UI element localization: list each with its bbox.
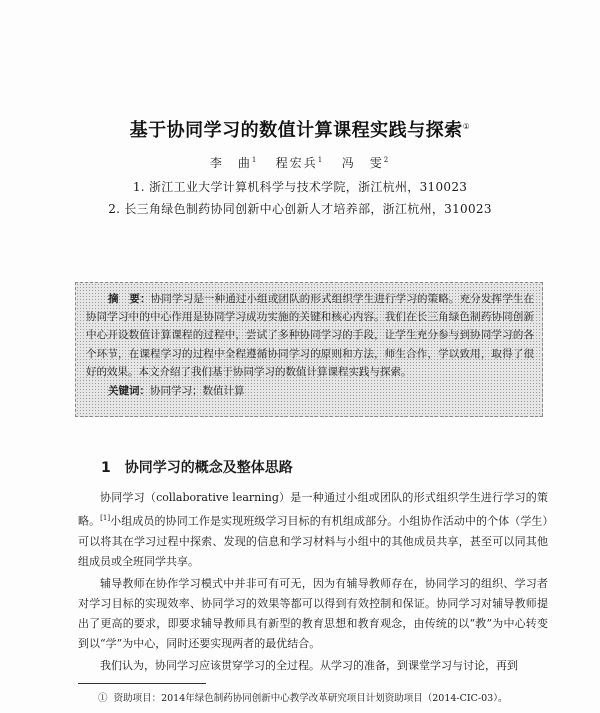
paper-title (0, 116, 600, 142)
paragraph: 我们认为，协同学习应该贯穿学习的全过程。从学习的准备，到课堂学习与讨论，再到 (100, 658, 518, 672)
author-affiliation-mark: 1 (251, 156, 259, 164)
author-name: 冯 雯 (341, 156, 384, 170)
abstract-label: 摘 要： (108, 293, 151, 305)
author-affiliation-mark: 1 (317, 156, 325, 164)
affiliation-1: 1. 浙江工业大学计算机科学与技术学院，浙江杭州，310023 (132, 180, 468, 194)
section-title: 协同学习的概念及整体思路 (124, 460, 293, 476)
author-name: 李 曲 (209, 156, 252, 170)
citation: [1] (100, 514, 111, 522)
section-heading (101, 457, 293, 477)
keywords-label: 关键词： (108, 385, 150, 398)
affiliation-2: 2. 长三角绿色制药协同创新中心创新人才培养部，浙江杭州，310023 (108, 202, 492, 216)
abstract-box (75, 282, 543, 417)
title-text: 基于协同学习的数值计算课程实践与探索 (129, 120, 463, 141)
paragraph: 辅导教师在协作学习模式中并非可有可无，因为有辅导教师存在，协同学习的组织、学习者对学习目标的实现效率、协同学习的效果等都可以得到有效控制和保证。协同学习对辅导教师提出了更高的要求，即要求辅导教师具有新型的教育思想和教育观念，由传统的以“教”为中心转变到以“学”为中心，同时还要实现两者的最优结合。 (78, 576, 548, 650)
author-name: 程宏兵 (275, 156, 318, 170)
title-footnote-mark: ① (462, 122, 471, 131)
section-number: 1 (101, 460, 111, 476)
footnote (98, 690, 507, 704)
paragraph-text: 小组成员的协同工作是实现班级学习目标的有机组成部分。小组协作活动中的个体（学生）可以将其在学习过程中探索、发现的信息和学习材料与小组中的其他成员共享，甚至可以同其他组成员或全班同学共享。 (78, 514, 548, 568)
keywords (108, 382, 534, 400)
abstract (86, 290, 534, 381)
keywords-text: 协同学习；数值计算 (150, 385, 245, 398)
paragraph-text: 协同学习（collaborative learning）是一种通过小组或团队的形式组织学生进行学习的策略。 (78, 491, 548, 528)
paragraph (78, 488, 548, 572)
author-line (0, 154, 600, 171)
author-affiliation-mark: 2 (383, 156, 391, 164)
footnote-mark: ① (98, 693, 108, 704)
footnote-text: 资助项目：2014年绿色制药协同创新中心教学改革研究项目计划资助项目（2014-CIC-03）。 (113, 693, 508, 704)
body-text (78, 488, 548, 678)
footnote-divider (78, 683, 206, 684)
abstract-text: 协同学习是一种通过小组或团队的形式组织学生进行学习的策略。充分发挥学生在协同学习中的中心作用是协同学习成功实施的关键和核心内容。我们在长三角绿色制药协同创新中心开设数值计算课程的过程中，尝试了多种协同学习的手段，让学生充分参与到协同学习的各个环节，在课程学习的过程中全程遵循协同学习的原则和方法，师生合作，学以致用，取得了很好的效果。本文介绍了我们基于协同学习的数值计算课程实践与探索。 (86, 293, 535, 378)
